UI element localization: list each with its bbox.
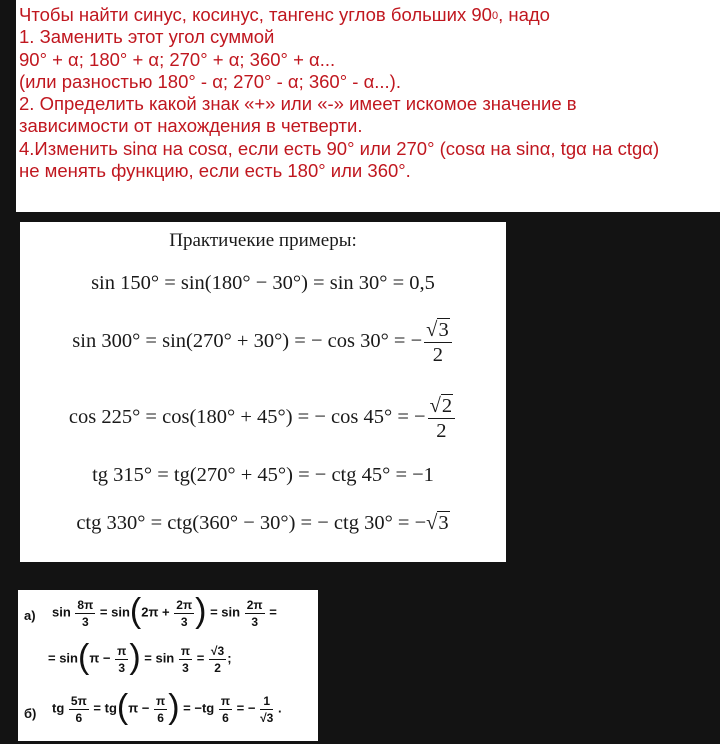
rules-line-7: 4.Изменить sinα на cosα, если есть 90° или 270° (cosα на sinα, tgα на ctgα) [19, 137, 660, 159]
frac-8pi-3 [75, 597, 95, 630]
example-a-row-2 [18, 638, 318, 682]
denominator: 6 [75, 710, 83, 725]
equals-sign: = [196, 650, 205, 666]
inner-term: 2π + [141, 604, 170, 620]
equation-3-fraction: $\frac{√2}{2}$ [428, 394, 456, 443]
numerator: π [180, 643, 191, 658]
numerator: π [220, 693, 231, 708]
equation-5-text: ctg 330° = ctg(360° − 30°) = − ctg 30° = − [76, 512, 427, 534]
denominator: 6 [222, 710, 229, 725]
right-paren: ) [129, 638, 141, 676]
numerator: π [117, 643, 127, 658]
equals-tg: = tg [93, 700, 117, 716]
example-a-row-1 [18, 592, 318, 636]
equation-4: tg 315° = tg(270° + 45°) = − ctg 45° = −1 [92, 464, 434, 486]
frac-5pi-6 [69, 693, 89, 726]
frac-pi-6-result [219, 693, 232, 726]
equation-2-denominator: 2 [432, 344, 444, 366]
period: . [277, 700, 282, 716]
equation-3-denominator: 2 [436, 420, 447, 442]
rules-line-4: (или разностью 180° - α; 270° - α; 360° - α...). [19, 70, 401, 92]
fn-sin: sin [52, 604, 71, 620]
rules-line-2: 1. Заменить этот угол суммой [19, 26, 275, 48]
rules-line-1 [19, 4, 714, 26]
frac-2pi-3 [174, 597, 194, 630]
textbook-panel [18, 590, 318, 741]
rules-line-6: зависимости от нахождения в четверти. [19, 115, 363, 137]
frac-1-sqrt3 [260, 693, 273, 726]
denominator: 2 [214, 660, 221, 675]
equation-3 [20, 394, 506, 443]
numerator: 8π [77, 597, 94, 612]
equals-sign: = [269, 604, 277, 620]
example-a-label: а) [24, 608, 36, 623]
right-paren: ) [168, 688, 180, 726]
equals-minus: = − [236, 700, 256, 716]
frac-2pi-3-result [245, 597, 265, 630]
numerator: 5π [70, 693, 87, 708]
semicolon: ; [227, 650, 232, 666]
equals-minus-tg: = −tg [183, 700, 215, 716]
frac-sqrt3-2 [209, 643, 226, 676]
inner-term: π − [128, 700, 150, 716]
left-paren: ( [78, 638, 90, 676]
denominator: 3 [118, 660, 126, 675]
equation-5-radicand: 3 [438, 512, 449, 534]
denominator: √3 [260, 710, 274, 725]
numerator: √3 [210, 643, 225, 658]
denominator: 6 [157, 710, 164, 725]
equation-1: sin 150° = sin(180° − 30°) = sin 30° = 0,5 [91, 272, 435, 294]
inner-term: π − [89, 650, 111, 666]
example-a-expr-1 [52, 592, 277, 630]
equation-2 [20, 318, 506, 367]
numerator: 2π [176, 597, 193, 612]
right-paren: ) [195, 592, 207, 630]
denominator: 3 [82, 614, 89, 629]
equals-sin: = sin [99, 604, 130, 620]
rules-line-8: не менять функцию, если есть 180° или 360°. [19, 160, 411, 182]
equation-5-root: √3 [426, 512, 449, 534]
example-a-expr-2 [48, 638, 232, 676]
rules-line-1-end: , надо [498, 4, 550, 25]
rules-panel [16, 0, 720, 212]
numerator: 1 [260, 693, 273, 710]
equals-sin: = sin [144, 650, 175, 666]
fn-tg: tg [52, 700, 65, 716]
examples-panel [20, 222, 506, 562]
example-b-expr [52, 688, 282, 726]
example-b-label: б) [24, 706, 37, 721]
numerator: 2π [246, 597, 263, 612]
frac-pi-3-result [179, 643, 192, 676]
equation-3-radicand: 2 [441, 395, 453, 417]
equation-2-radicand: 3 [438, 319, 449, 341]
equation-5 [20, 512, 506, 535]
rules-line-1-text: Чтобы найти синус, косинус, тангенс углов больших 90 [19, 4, 492, 25]
rules-line-5: 2. Определить какой знак «+» или «-» имеет искомое значение в [19, 93, 577, 115]
rules-line-3: 90° + α; 180° + α; 270° + α; 360° + α... [19, 48, 336, 70]
equals-sin: = sin [48, 650, 78, 666]
denominator: 3 [251, 614, 258, 629]
denominator: 3 [180, 614, 188, 629]
equation-2-fraction: $\frac{√3}{2}$ [424, 318, 452, 367]
left-paren: ( [116, 688, 129, 726]
example-b-row [18, 688, 318, 736]
rules-text [19, 4, 714, 182]
left-paren: ( [129, 592, 142, 630]
frac-pi-6 [154, 693, 167, 726]
frac-pi-3 [115, 643, 128, 676]
numerator: π [156, 693, 166, 708]
equation-3-text: cos 225° = cos(180° + 45°) = − cos 45° = − [68, 406, 426, 429]
examples-title: Практичекие примеры: [169, 230, 357, 251]
equation-2-text: sin 300° = sin(270° + 30°) = − cos 30° = − [72, 330, 423, 353]
equals-sin: = sin [210, 604, 241, 620]
denominator: 3 [182, 660, 189, 675]
degree-superscript: 0 [491, 10, 499, 22]
